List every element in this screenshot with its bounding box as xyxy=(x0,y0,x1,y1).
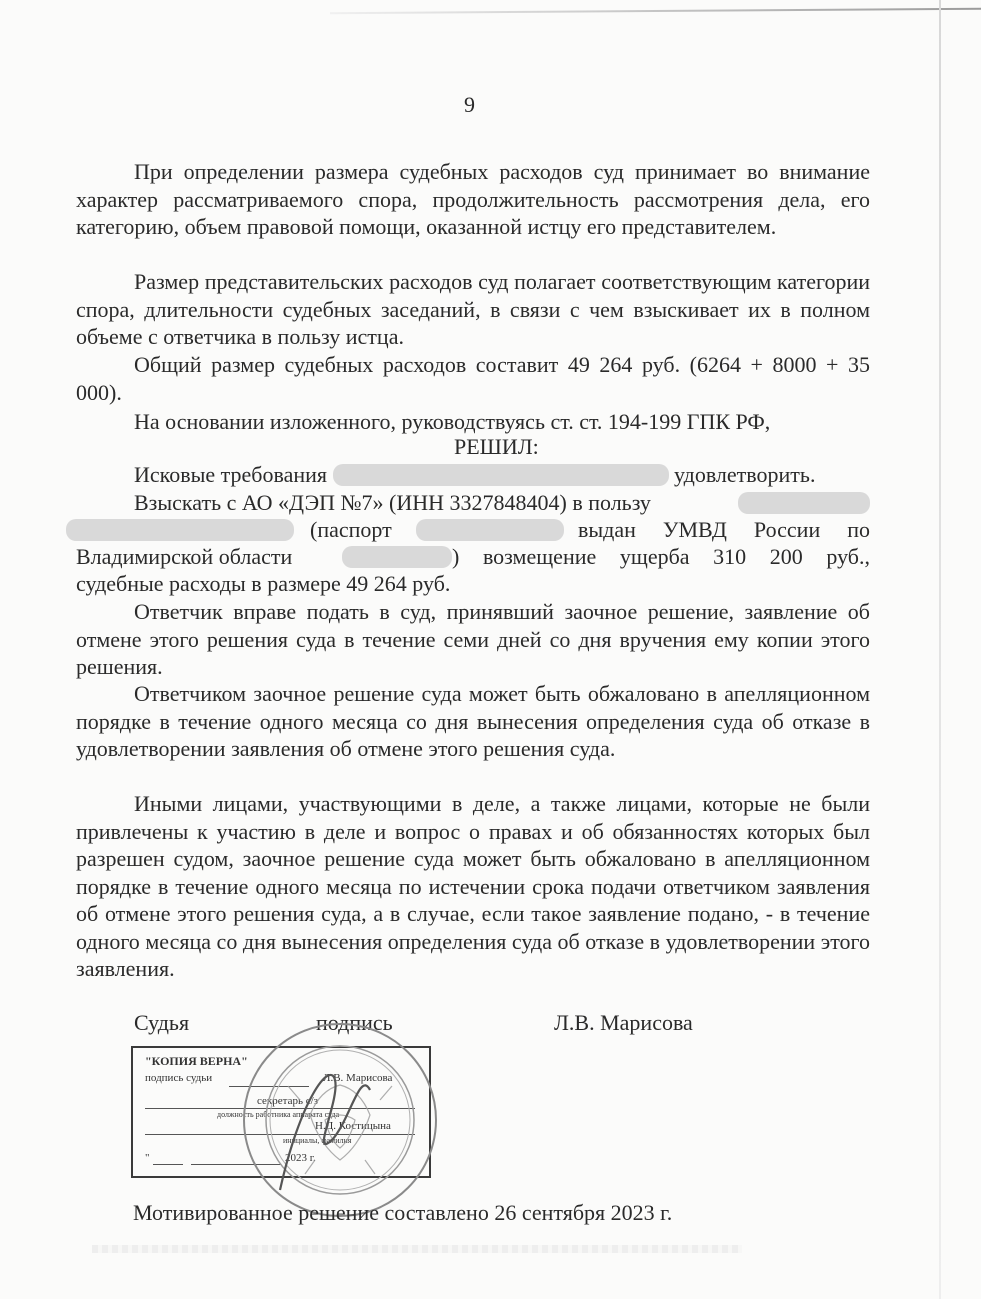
employee-name: Н.Д. Костицына xyxy=(315,1120,391,1132)
decision-heading: РЕШИЛ: xyxy=(454,434,539,459)
paragraph-other-persons-appeal: Иными лицами, участвующими в деле, а также лицами, которые не были привлечены к участию в деле и вопрос о правах и об обязанностях которых был разрешен судом, заочное решение суда может быть обжаловано в апелляционном порядке в течение одного месяца по истечении срока подачи ответчиком заявления об отмене этого решения суда, а в случае, если такое заявление подано, - в течение одного месяца со дня вынесения определения суда об отказе в удовлетворении этого заявления. xyxy=(76,791,870,981)
passport-label: (паспорт xyxy=(310,517,392,542)
paragraph-defendant-appeal: Ответчиком заочное решение суда может быть обжаловано в апелляционном порядке в течение одного месяца со дня вынесения определения суда об отказе в удовлетворении заявления об отмене этого решения суда. xyxy=(76,681,870,761)
copy-label: "КОПИЯ ВЕРНА" xyxy=(145,1054,248,1068)
recover-line-1 xyxy=(134,489,870,516)
claims-end: удовлетворить. xyxy=(674,462,816,487)
paragraph-legal-basis: На основании изложенного, руководствуясь ст. ст. 194-199 ГПК РФ, xyxy=(134,409,771,434)
issued-by: выдан УМВД России по xyxy=(578,517,870,542)
paragraph-appeal-right: Ответчик вправе подать в суд, принявший заочное решение, заявление об отмене этого решения суда в течение семи дней со дня вручения ему копии этого решения. xyxy=(76,599,870,679)
paragraph-costs-criteria: При определении размера судебных расходов суд принимает во внимание характер рассматриваемого спора, продолжительность рассмотрения дела, его категорию, объем правовой помощи, оказанной истцу его представителем. xyxy=(76,159,870,239)
redacted-plaintiff-name xyxy=(333,464,669,486)
region-text: Владимирской области xyxy=(76,544,293,569)
bleedthrough-smudge xyxy=(92,1245,742,1253)
claims-line xyxy=(134,461,815,488)
redacted-recipient-name-cont xyxy=(66,519,294,541)
secretary-label: секретарь с/з xyxy=(257,1095,318,1107)
recover-line-2 xyxy=(66,516,870,543)
page-edge xyxy=(939,0,941,1299)
date-day-line xyxy=(153,1164,183,1165)
recover-text-1: Взыскать с АО «ДЭП №7» (ИНН 3327848404) в пользу xyxy=(134,490,651,515)
judge-label: Судья xyxy=(134,1010,190,1035)
stamp-judge-name: Л.В. Марисова xyxy=(323,1072,393,1084)
damages-text: ) возмещение ущерба 310 200 руб., xyxy=(452,544,870,569)
recover-line-3 xyxy=(76,543,870,570)
claims-start: Исковые требования xyxy=(134,462,328,487)
stamp-year: 2023 г. xyxy=(285,1152,316,1164)
name-caption: инициалы, фамилия xyxy=(283,1136,352,1145)
motivated-decision-date: Мотивированное решение составлено 26 сентября 2023 г. xyxy=(133,1200,673,1225)
paragraph-total-costs: Общий размер судебных расходов составит 49 264 руб. (6264 + 8000 + 35 000). xyxy=(76,352,870,405)
redacted-recipient-name xyxy=(738,492,870,514)
scan-edge-line xyxy=(330,8,981,15)
recover-line-4: судебные расходы в размере 49 264 руб. xyxy=(76,571,451,596)
page-number: 9 xyxy=(464,92,475,117)
judge-sign-label: подпись судьи xyxy=(145,1072,213,1084)
judge-name: Л.В. Марисова xyxy=(554,1010,693,1035)
date-quote: " xyxy=(145,1152,150,1164)
signature-label: подпись xyxy=(316,1010,393,1035)
court-seal xyxy=(240,1020,440,1220)
redacted-passport-number xyxy=(416,519,564,541)
position-caption: должность работника аппарата суда xyxy=(217,1110,340,1119)
redacted-issue-date xyxy=(342,546,452,568)
paragraph-representative-costs: Размер представительских расходов суд полагает соответствующим категории спора, длительности судебных заседаний, в связи с чем взыскивает их в полном объеме с ответчика в пользу истца. xyxy=(76,269,870,349)
